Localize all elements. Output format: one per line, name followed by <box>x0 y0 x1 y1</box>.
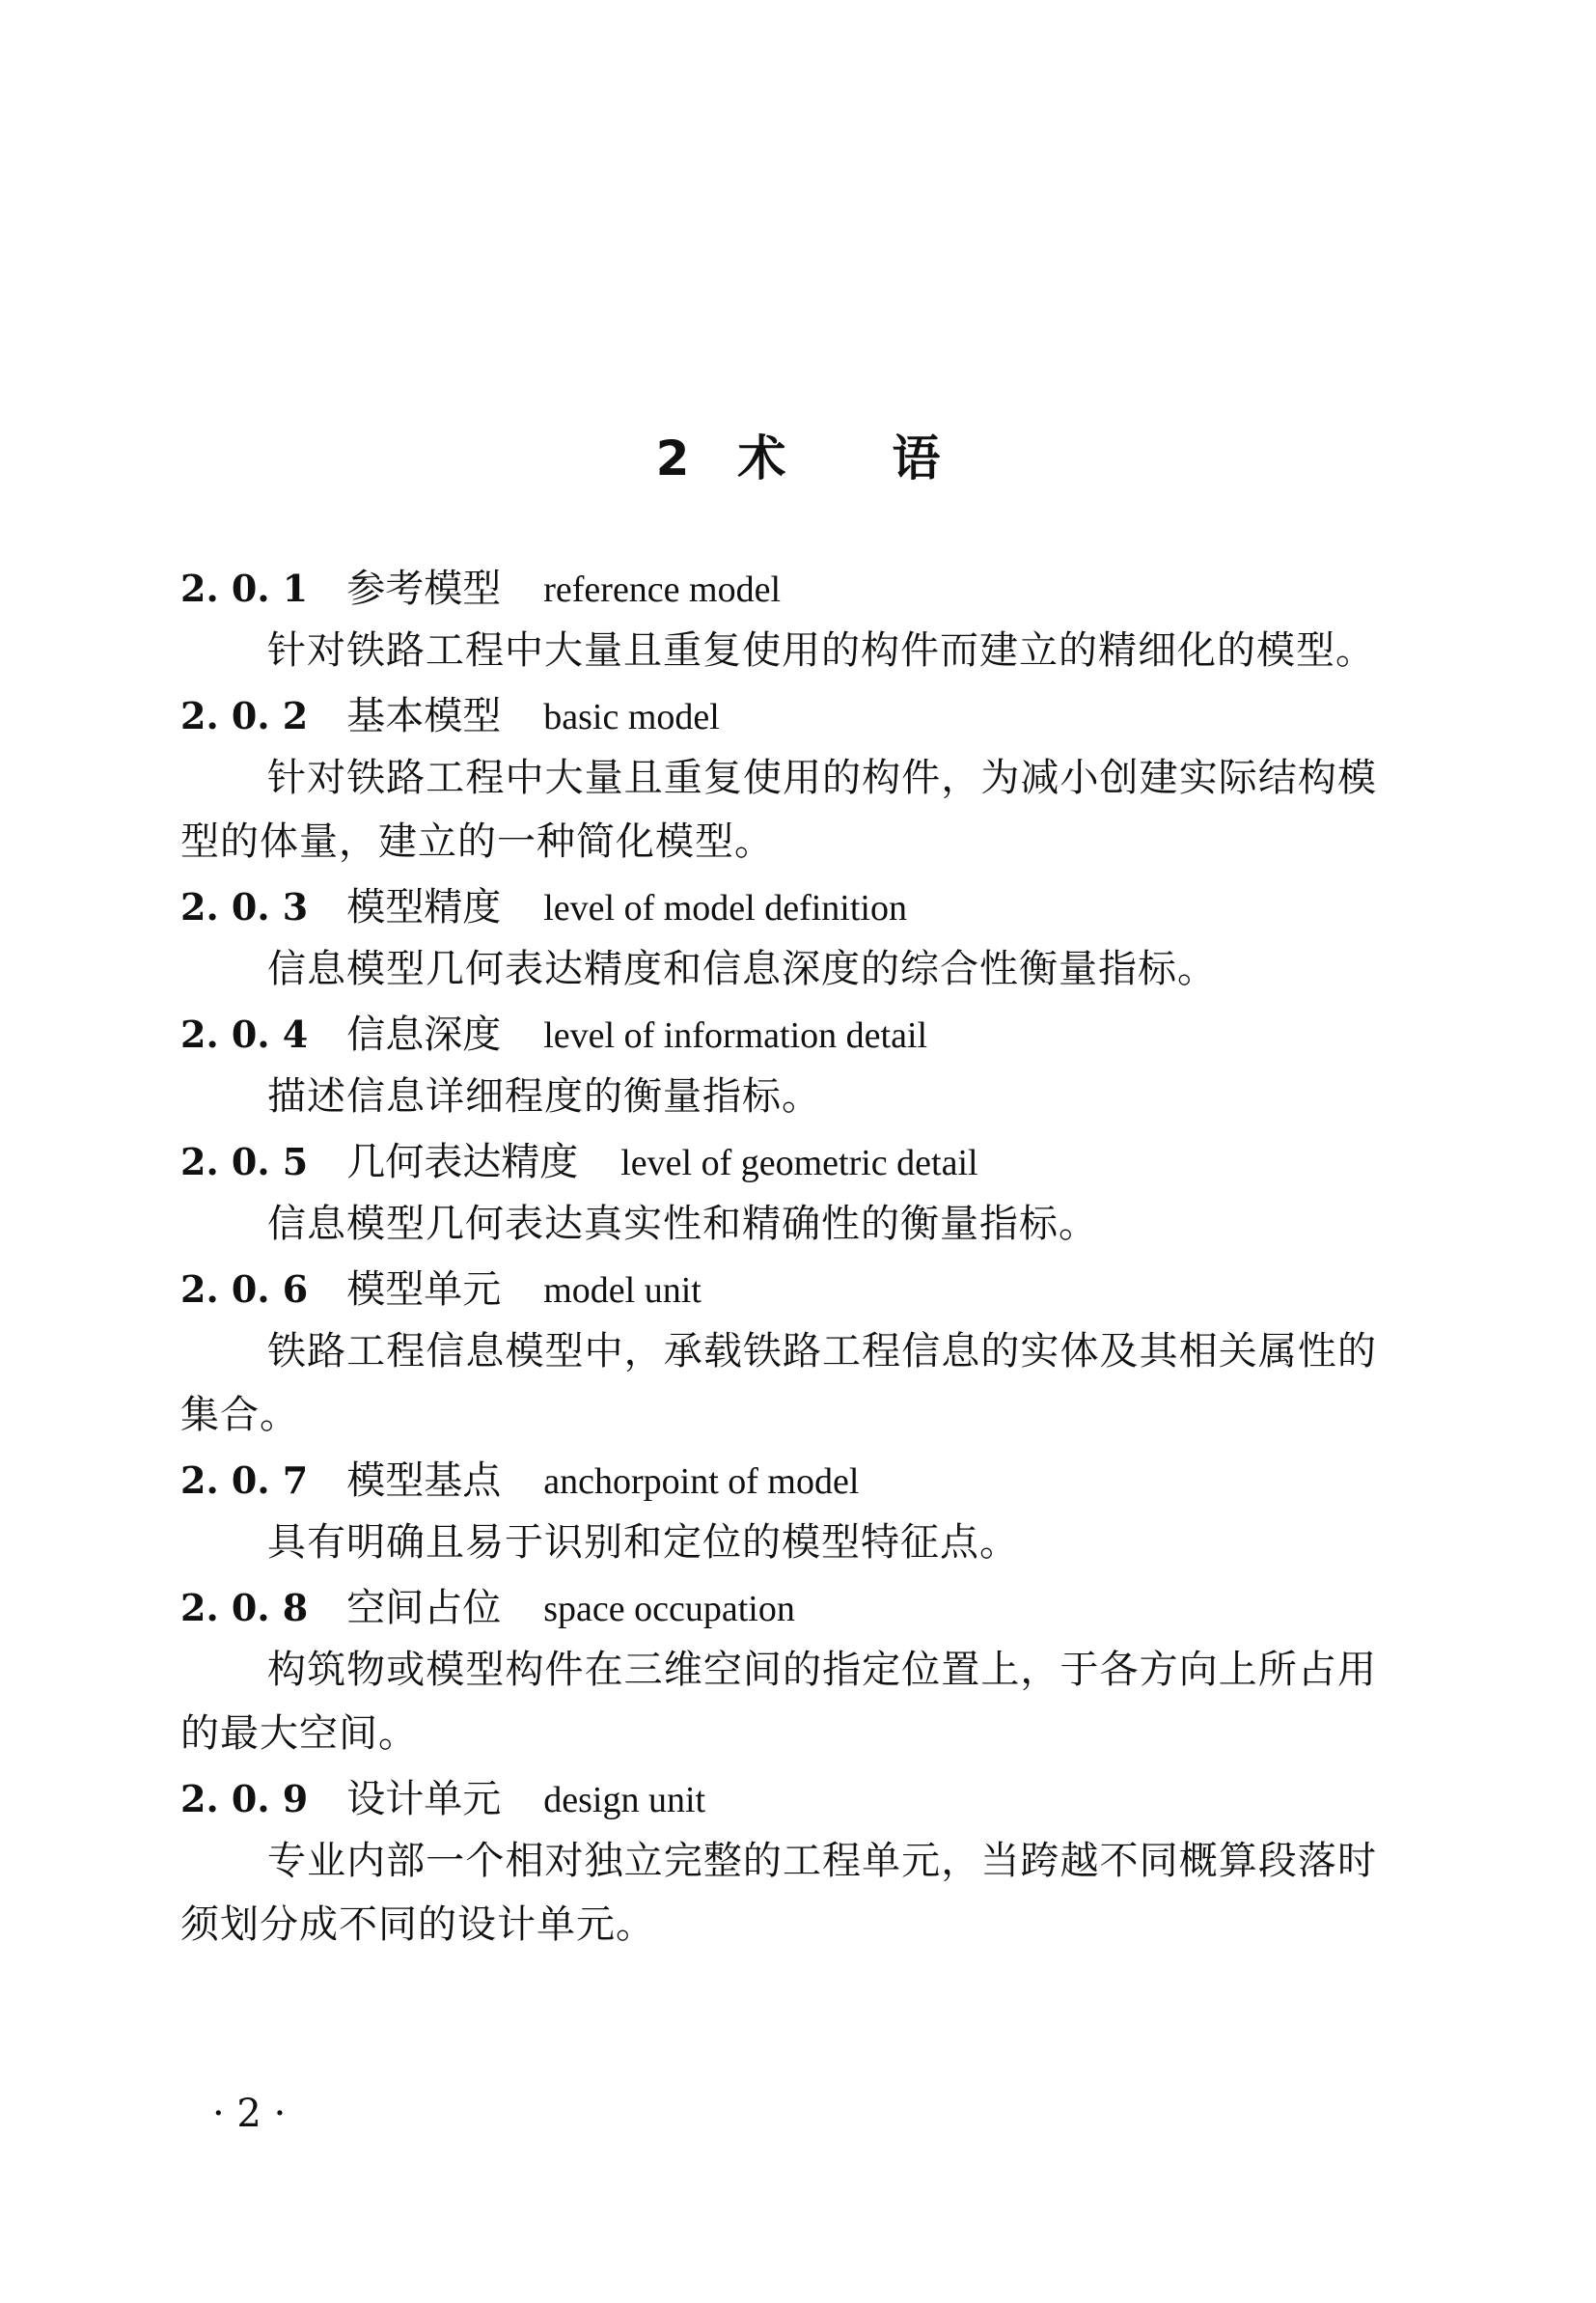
term-heading <box>180 565 1377 613</box>
term-definition: 针对铁路工程中大量且重复使用的构件，为减小创建实际结构模型的体量，建立的一种简化模型。 <box>180 756 1377 864</box>
term-definition: 信息模型几何表达精度和信息深度的综合性衡量指标。 <box>267 947 1217 991</box>
term-chinese: 信息深度 <box>346 1013 502 1057</box>
term-chinese: 空间占位 <box>346 1586 502 1630</box>
term-definition: 专业内部一个相对独立完整的工程单元，当跨越不同概算段落时须划分成不同的设计单元。 <box>180 1839 1377 1947</box>
term-chinese: 几何表达精度 <box>346 1140 579 1184</box>
term-english: level of information detail <box>543 1015 928 1056</box>
term-number: 2. 0. 1 <box>180 567 309 610</box>
term-entry <box>180 883 1377 1001</box>
term-entry <box>180 1138 1377 1256</box>
term-english: level of geometric detail <box>620 1143 978 1183</box>
term-heading <box>180 1138 1377 1186</box>
term-number: 2. 0. 7 <box>180 1458 309 1502</box>
term-chinese: 设计单元 <box>346 1777 502 1821</box>
term-definition: 具有明确且易于识别和定位的模型特征点。 <box>267 1520 1019 1565</box>
term-number: 2. 0. 6 <box>180 1267 309 1311</box>
term-chinese: 模型基点 <box>346 1458 502 1503</box>
term-heading <box>180 1584 1377 1632</box>
term-heading <box>180 1775 1377 1823</box>
term-english: space occupation <box>543 1589 795 1629</box>
term-english: reference model <box>543 569 782 610</box>
term-english: model unit <box>543 1270 702 1311</box>
term-definition: 信息模型几何表达真实性和精确性的衡量指标。 <box>267 1202 1098 1246</box>
term-english: design unit <box>543 1780 706 1820</box>
term-heading <box>180 883 1377 931</box>
term-heading <box>180 1011 1377 1059</box>
term-definition: 构筑物或模型构件在三维空间的指定位置上，于各方向上所占用的最大空间。 <box>180 1648 1377 1756</box>
term-entry <box>180 1775 1377 1956</box>
term-definition: 描述信息详细程度的衡量指标。 <box>267 1074 821 1119</box>
term-entry <box>180 1584 1377 1765</box>
term-english: level of model definition <box>543 888 907 929</box>
term-english: basic model <box>543 697 720 737</box>
term-entry <box>180 1011 1377 1128</box>
term-number: 2. 0. 3 <box>180 885 309 929</box>
chapter-number: 2 <box>655 430 690 486</box>
term-number: 2. 0. 5 <box>180 1140 309 1183</box>
chapter-title <box>0 430 1596 487</box>
term-number: 2. 0. 8 <box>180 1586 309 1629</box>
term-entry <box>180 565 1377 682</box>
term-chinese: 基本模型 <box>346 694 502 738</box>
term-number: 2. 0. 4 <box>180 1013 309 1056</box>
term-entry <box>180 1457 1377 1574</box>
term-heading <box>180 1457 1377 1505</box>
term-definition: 铁路工程信息模型中，承载铁路工程信息的实体及其相关属性的集合。 <box>180 1329 1377 1437</box>
term-entry <box>180 692 1377 874</box>
chapter-title-part2: 语 <box>892 430 941 486</box>
term-heading <box>180 1265 1377 1314</box>
chapter-title-part1: 术 <box>737 430 786 486</box>
term-number: 2. 0. 9 <box>180 1777 309 1820</box>
term-chinese: 模型单元 <box>346 1267 502 1312</box>
term-number: 2. 0. 2 <box>180 694 309 737</box>
term-chinese: 模型精度 <box>346 885 502 930</box>
term-chinese: 参考模型 <box>346 567 502 611</box>
term-heading <box>180 692 1377 740</box>
terms-list <box>180 565 1377 1966</box>
term-definition: 针对铁路工程中大量且重复使用的构件而建立的精细化的模型。 <box>267 628 1375 673</box>
term-english: anchorpoint of model <box>543 1461 860 1502</box>
term-entry <box>180 1265 1377 1447</box>
page-number: · 2 · <box>212 2092 287 2136</box>
